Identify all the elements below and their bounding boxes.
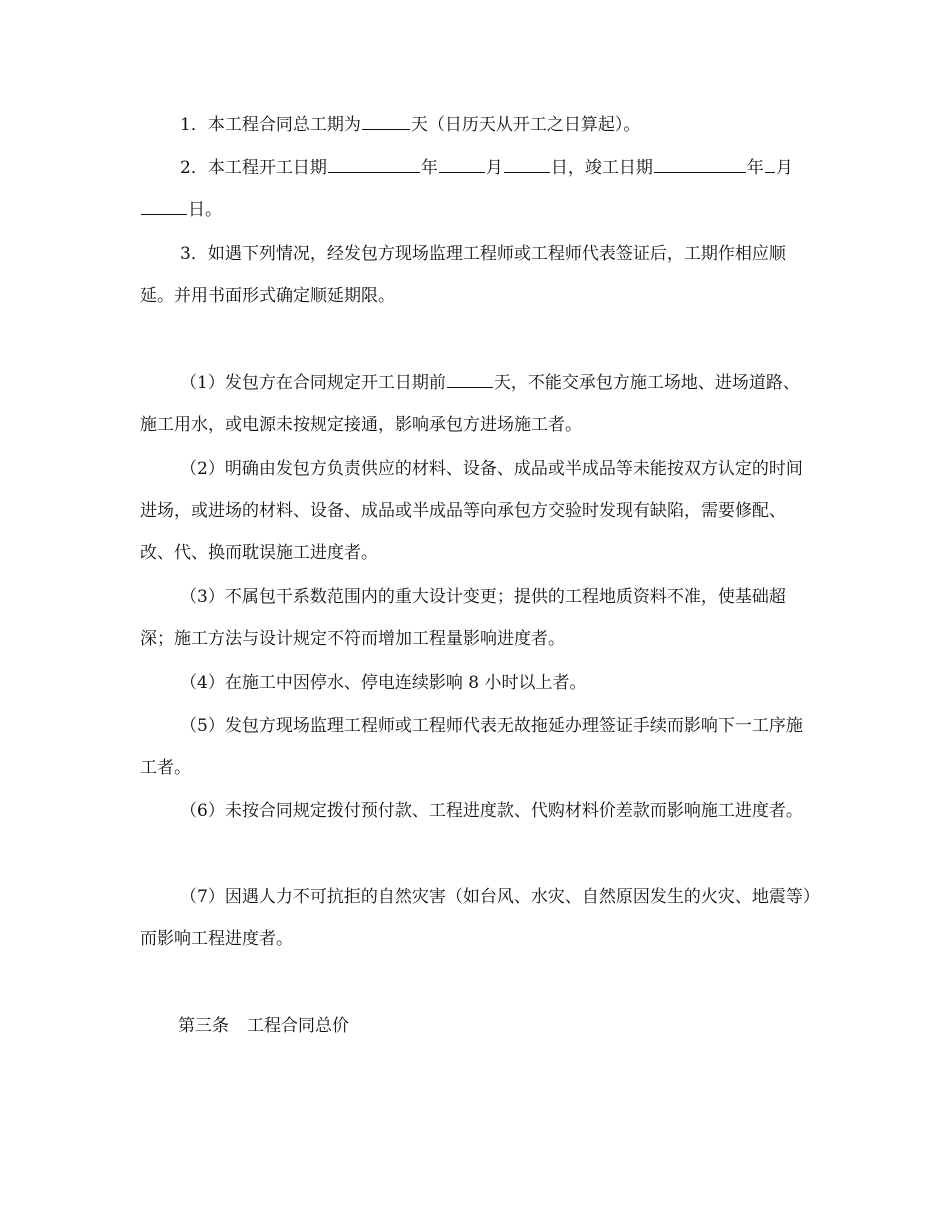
clause-text: （1）发包方在合同规定开工日期前 xyxy=(180,373,446,393)
condition-4: （4）在施工中因停水、停电连续影响 8 小时以上者。 xyxy=(180,673,587,693)
extension-intro-clause: 3．如遇下列情况，经发包方现场监理工程师或工程师代表签证后，工期作相应顺延。并用书面形式确定顺延期限。 xyxy=(140,244,786,306)
clause-text: 天，不能交承包方施工场地、进场道路、施工用水，或电源未按规定接通，影响承包方进场施工者。 xyxy=(140,373,800,435)
blank-line xyxy=(362,111,410,130)
clause-text: 日，竣工日期 xyxy=(550,158,653,178)
blank-line xyxy=(504,154,550,173)
condition-2: （2）明确由发包方负责供应的材料、设备、成品或半成品等未能按双方认定的时间进场，或进场的材料、设备、成品或半成品等向承包方交验时发现有缺陷，需要修配、改、代、换而耽误施工进度者。 xyxy=(140,459,803,563)
condition-1 xyxy=(140,362,812,446)
total-duration-clause xyxy=(140,104,812,146)
start-completion-date-clause xyxy=(140,147,812,231)
section-heading xyxy=(178,1005,349,1047)
blank-line xyxy=(141,196,187,215)
clause-text: 日。 xyxy=(188,200,222,220)
clause-text: 年 xyxy=(746,158,764,178)
clause-text: 月 xyxy=(775,158,793,178)
blank-line xyxy=(439,154,485,173)
section-number: 第三条 xyxy=(178,1016,229,1036)
blank-line xyxy=(765,154,775,173)
blank-line xyxy=(328,154,420,173)
blank-line xyxy=(447,369,493,388)
blank-line xyxy=(654,154,746,173)
condition-6: （6）未按合同规定拨付预付款、工程进度款、代购材料价差款而影响施工进度者。 xyxy=(180,801,803,821)
clause-text: 年 xyxy=(420,158,438,178)
condition-7: （7）因遇人力不可抗拒的自然灾害（如台风、水灾、自然原因发生的火灾、地震等）而影响工程进度者。 xyxy=(140,887,812,949)
clause-text: 2．本工程开工日期 xyxy=(180,158,327,178)
condition-3: （3）不属包干系数范围内的重大设计变更；提供的工程地质资料不准，使基础超深；施工方法与设计规定不符而增加工程量影响进度者。 xyxy=(140,587,786,649)
clause-text: 1．本工程合同总工期为 xyxy=(180,115,361,135)
clause-text: 月 xyxy=(485,158,503,178)
section-title: 工程合同总价 xyxy=(247,1016,349,1036)
condition-5: （5）发包方现场监理工程师或工程师代表无故拖延办理签证手续而影响下一工序施工者。 xyxy=(140,716,803,778)
clause-text: 天（日历天从开工之日算起）。 xyxy=(410,115,641,135)
